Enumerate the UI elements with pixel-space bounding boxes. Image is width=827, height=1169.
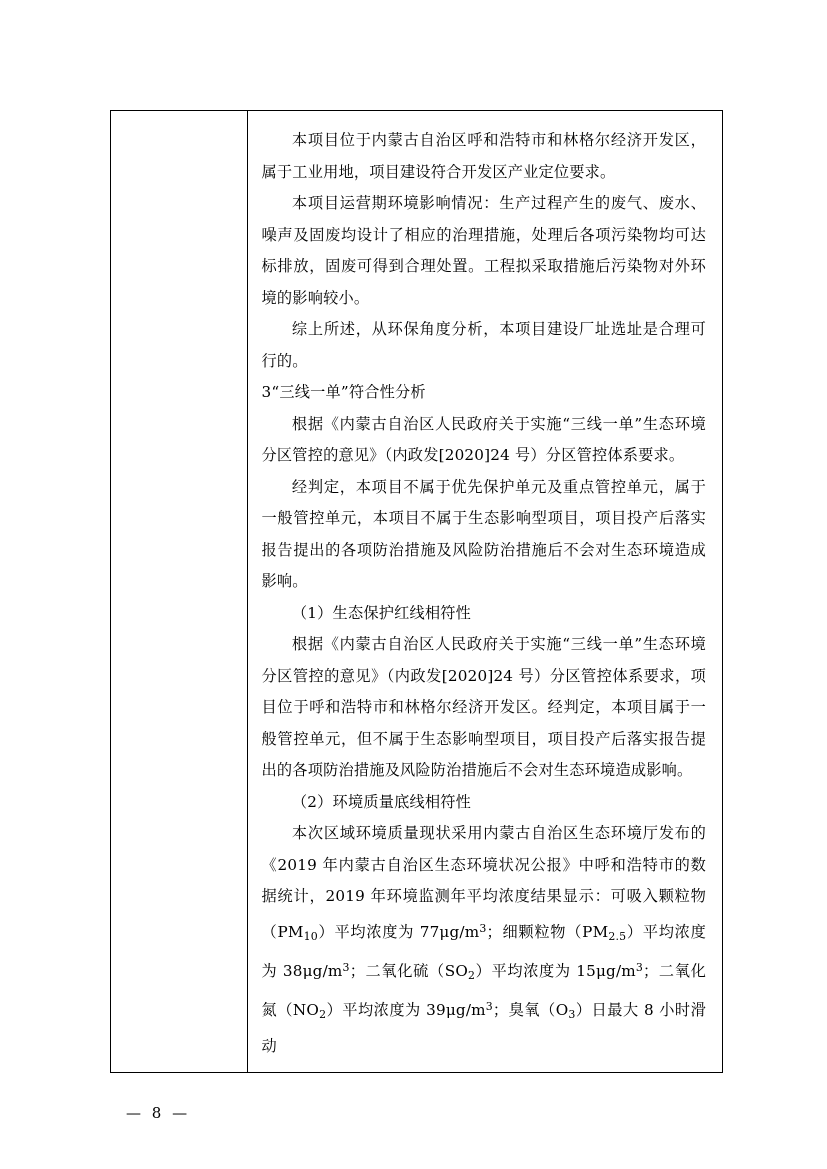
paragraph-air-quality-data: 本次区域环境质量现状采用内蒙古自治区生态环境厅发布的《2019 年内蒙古自治区生态环境状况公报》中呼和浩特市的数据统计，2019 年环境监测年平均浓度结果显示：可吸入颗粒物$(PM_{10})$平均浓度为 $77\mu g/m^3$；细颗粒物$(PM_{2.5})$平均浓度为 $38\mu g/m^3$；二氧化硫$(SO_2)$平均浓度为 $15\mu g/m^3$；二氧化氮$(NO_2)$平均浓度为 $39\mu g/m^3$；臭氧$(O_3)$日最大 8 小时滑动: [261, 824, 707, 1055]
paragraph-project-location: 本项目位于内蒙古自治区呼和浩特市和林格尔经济开发区，属于工业用地，项目建设符合开发区产业定位要求。: [261, 131, 706, 181]
section-heading-three-lines-one-list: 3“三线一单”符合性分析: [261, 383, 426, 401]
page-number: — 8 —: [126, 1104, 191, 1122]
paragraph-operation-impact: 本项目运营期环境影响情况：生产过程产生的废气、废水、噪声及固废均设计了相应的治理措施，处理后各项污染物均可达标排放，固废可得到合理处置。工程拟采取措施后污染物对外环境的影响较小。: [261, 194, 706, 307]
paragraph-item-2-title: （2）环境质量底线相符性: [291, 792, 472, 811]
paragraph-ecological-redline: 根据《内蒙古自治区人民政府关于实施“三线一单”生态环境分区管控的意见》（内政发[2020]24 号）分区管控体系要求，项目位于呼和浩特市和林格尔经济开发区。经判定，本项目属于一般管控单元，但不属于生态影响型项目，项目投产后落实报告提出的各项防治措施及风险防治措施后不会对生态环境造成影响。: [261, 635, 706, 779]
paragraph-item-1-title: （1）生态保护红线相符性: [291, 603, 472, 622]
paragraph-determination: 经判定，本项目不属于优先保护单元及重点管控单元，属于一般管控单元，本项目不属于生态影响型项目，项目投产后落实报告提出的各项防治措施及风险防治措施后不会对生态环境造成影响。: [261, 477, 706, 590]
table-left-column: [111, 111, 248, 1072]
paragraph-policy-basis: 根据《内蒙古自治区人民政府关于实施“三线一单”生态环境分区管控的意见》（内政发[2020]24 号）分区管控体系要求。: [261, 414, 706, 464]
table-right-column: [248, 111, 722, 1072]
page-footer: [110, 1104, 723, 1122]
content-table: [110, 110, 723, 1073]
paragraph-conclusion-site: 综上所述，从环保角度分析，本项目建设厂址选址是合理可行的。: [261, 320, 706, 370]
